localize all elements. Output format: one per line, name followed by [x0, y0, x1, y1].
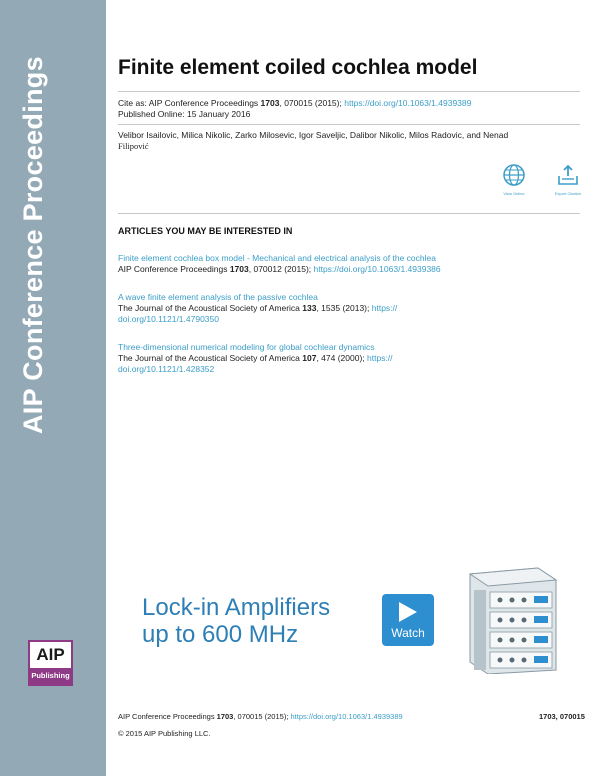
article-volume: 1703 [229, 264, 249, 274]
article-volume: 133 [302, 303, 317, 313]
watch-label: Watch [391, 626, 425, 640]
footer-doi-link[interactable]: https://doi.org/10.1063/1.4939389 [290, 712, 403, 721]
copyright: © 2015 AIP Publishing LLC. [118, 729, 211, 738]
ad-line: Lock-in Amplifiers [142, 594, 331, 621]
article-title-link[interactable]: A wave finite element analysis of the passive cochlea [118, 292, 318, 302]
doi-link[interactable]: https://doi.org/10.1063/1.4939389 [344, 98, 472, 108]
article-journal: The Journal of the Acoustical Society of America [118, 353, 303, 363]
authors-line: Velibor Isailovic, Milica Nikolic, Zarko Milosevic, Igor Saveljic, Dalibor Nikolic, Milos Radovic, and Nenad [118, 130, 509, 140]
article-doi-link[interactable]: https:// [371, 303, 398, 313]
ad-headline [142, 594, 330, 648]
related-article [118, 253, 548, 275]
published-date: Published Online: 15 January 2016 [118, 109, 251, 119]
advertisement-banner[interactable] [124, 566, 564, 674]
journal-title: AIP Conference Proceedings [18, 56, 48, 434]
article-details: , 1535 (2013); [316, 303, 372, 313]
divider [118, 124, 580, 125]
divider [118, 213, 580, 214]
footer-cite-prefix: AIP Conference Proceedings [118, 712, 217, 721]
cite-prefix: Cite as: AIP Conference Proceedings [118, 98, 261, 108]
sidebar [0, 0, 106, 776]
article-title-link[interactable]: Finite element cochlea box model - Mechanical and electrical analysis of the cochlea [118, 253, 436, 263]
export-citation-button[interactable] [548, 163, 588, 196]
article-journal: AIP Conference Proceedings [118, 264, 230, 274]
citation-line [118, 98, 471, 109]
article-doi-link[interactable]: https:// [367, 353, 393, 363]
watch-button[interactable] [382, 594, 434, 646]
authors [118, 130, 580, 152]
ad-line: up to 600 MHz [142, 621, 299, 648]
view-online-label: View Online [503, 191, 525, 196]
aip-publishing-logo[interactable] [28, 640, 73, 686]
amplifier-device-icon [460, 566, 560, 674]
article-doi-link[interactable]: https://doi.org/10.1063/1.4939386 [313, 264, 441, 274]
logo-text-aip: AIP [36, 645, 65, 664]
article-doi-link[interactable]: doi.org/10.1121/1.428352 [118, 364, 215, 374]
globe-icon [502, 163, 526, 187]
export-icon [556, 163, 580, 187]
footer-cite-suffix: , 070015 (2015); [233, 712, 291, 721]
page-identifier: 1703, 070015 [539, 712, 585, 721]
footer-cite-volume: 1703 [216, 712, 234, 721]
article-details: , 474 (2000); [316, 353, 368, 363]
article-journal: The Journal of the Acoustical Society of America [118, 303, 303, 313]
paper-title: Finite element coiled cochlea model [118, 56, 478, 79]
article-volume: 107 [302, 353, 317, 363]
view-online-button[interactable] [494, 163, 534, 196]
related-heading: ARTICLES YOU MAY BE INTERESTED IN [118, 226, 293, 236]
cite-volume: 1703 [260, 98, 280, 108]
article-doi-link[interactable]: doi.org/10.1121/1.4790350 [118, 314, 219, 324]
article-details: , 070012 (2015); [248, 264, 314, 274]
logo-text-publishing: Publishing [30, 668, 71, 684]
related-article [118, 292, 548, 325]
related-article [118, 342, 548, 375]
play-icon [399, 602, 417, 622]
authors-line: Filipović [118, 141, 149, 151]
article-title-link[interactable]: Three-dimensional numerical modeling for global cochlear dynamics [118, 342, 375, 352]
footer-citation [118, 712, 403, 722]
cite-suffix: , 070015 (2015); [279, 98, 345, 108]
divider [118, 91, 580, 92]
export-citation-label: Export Citation [554, 191, 582, 196]
